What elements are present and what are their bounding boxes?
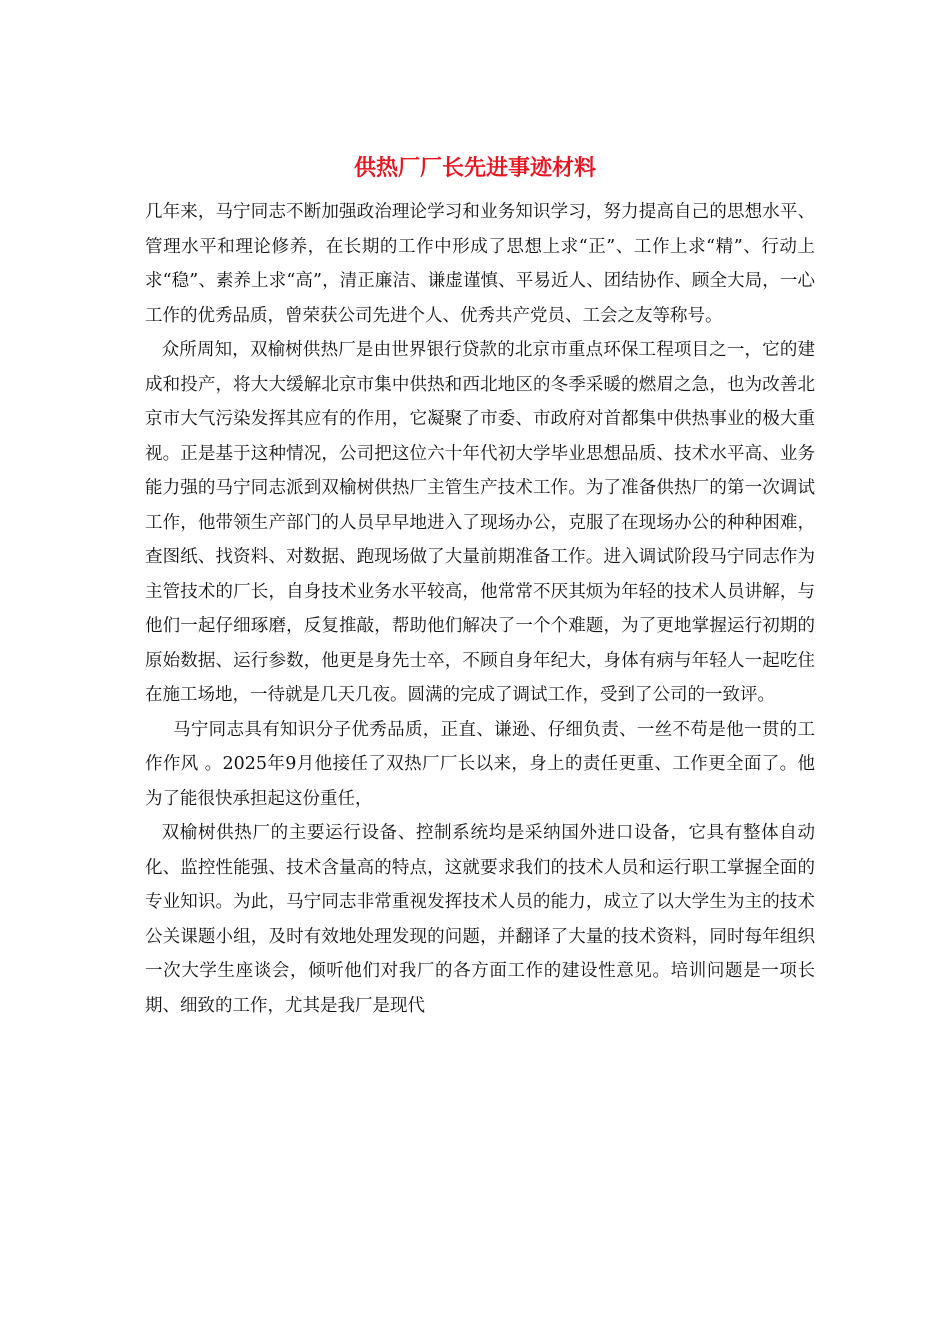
paragraph-intro: 几年来，马宁同志不断加强政治理论学习和业务知识学习，努力提高自己的思想水平、管理水平和理论修养，在长期的工作中形成了思想上求“正”、工作上求“精”、行动上求“稳”、素养上求“高”，清正廉洁、谦虚谨慎、平易近人、团结协作、顾全大局，一心工作的优秀品质，曾荣获公司先进个人、优秀共产党员、工会之友等称号。: [145, 202, 815, 326]
paragraph-background: 众所周知，双榆树供热厂是由世界银行贷款的北京市重点环保工程项目之一，它的建成和投产，将大大缓解北京市集中供热和西北地区的冬季采暖的燃眉之急，也为改善北京市大气污染发挥其应有的作用，它凝聚了市委、市政府对首都集中供热事业的极大重视。正是基于这种情况，公司把这位六十年代初大学毕业思想品质、技术水平高、业务能力强的马宁同志派到双榆树供热厂主管生产技术工作。为了准备供热厂的第一次调试工作，他带领生产部门的人员早早地进入了现场办公，克服了在现场办公的种种困难，查图纸、找资料、对数据、跑现场做了大量前期准备工作。进入调试阶段马宁同志作为主管技术的厂长，自身技术业务水平较高，他常常不厌其烦为年轻的技术人员讲解，与他们一起仔细琢磨，反复推敲，帮助他们解决了一个个难题，为了更地掌握运行初期的原始数据、运行参数，他更是身先士卒，不顾自身年纪大，身体有病与年轻人一起吃住在施工场地，一待就是几天几夜。圆满的完成了调试工作，受到了公司的一致评。: [145, 340, 815, 705]
paragraph-appointment: 马宁同志具有知识分子优秀品质，正直、谦逊、仔细负责、一丝不苟是他一贯的工作作风 。2025年9月他接任了双热厂厂长以来，身上的责任更重、工作更全面了。他为了能很快承担起这份重任，: [145, 719, 815, 809]
document-body: [145, 195, 815, 1023]
paragraph-technical-team: 双榆树供热厂的主要运行设备、控制系统均是采纳国外进口设备，它具有整体自动化、监控性能强、技术含量高的特点，这就要求我们的技术人员和运行职工掌握全面的专业知识。为此，马宁同志非常重视发挥技术人员的能力，成立了以大学生为主的技术公关课题小组，及时有效地处理发现的问题，并翻译了大量的技术资料，同时每年组织一次大学生座谈会，倾听他们对我厂的各方面工作的建设性意见。培训问题是一项长期、细致的工作，尤其是我厂是现代: [145, 823, 815, 1016]
document-title: 供热厂厂长先进事迹材料: [353, 155, 596, 181]
